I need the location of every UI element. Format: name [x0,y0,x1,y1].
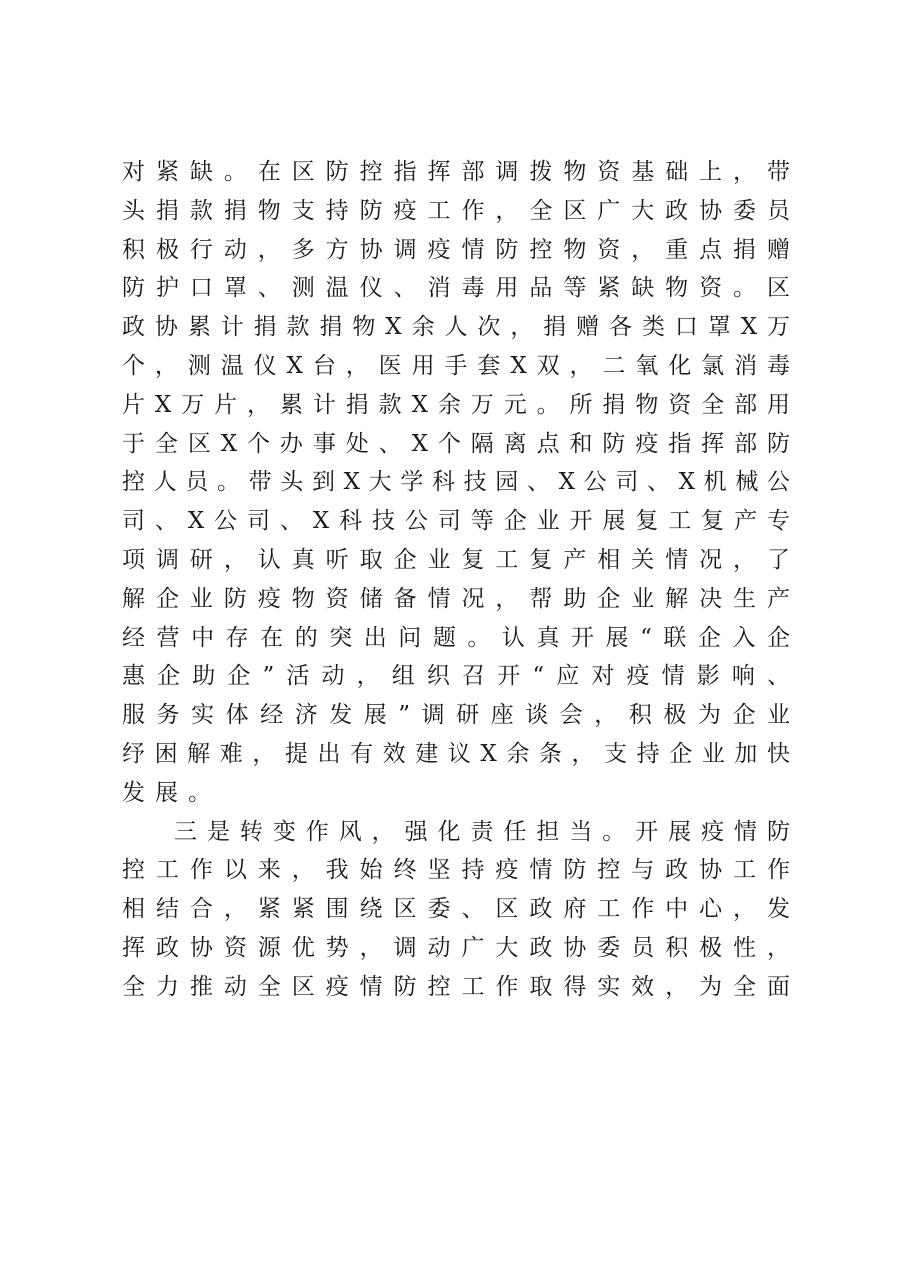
text-line: 头捐款捐物支持防疫工作，全区广大政协委员 [122,197,790,224]
text-line: 全力推动全区疫情防控工作取得实效，为全面 [122,973,790,1000]
text-line: 惠企助企”活动，组织召开“应对疫情影响、 [122,663,790,690]
text-line: 相结合，紧紧围绕区委、区政府工作中心，发 [122,896,790,923]
text-line: 防护口罩、测温仪、消毒用品等紧缺物资。区 [122,275,790,302]
text-line: 司、X公司、X科技公司等企业开展复工复产专 [122,508,790,535]
text-line: 对紧缺。在区防控指挥部调拨物资基础上，带 [122,159,790,185]
text-line: 纾困解难，提出有效建议X余条，支持企业加快 [122,740,790,767]
paragraph-end-line: 发展。 [122,779,221,806]
text-line: 解企业防疫物资储备情况，帮助企业解决生产 [122,585,790,612]
text-line: 个，测温仪X台，医用手套X双，二氧化氯消毒 [122,352,790,379]
text-line: 控工作以来，我始终坚持疫情防控与政协工作 [122,857,790,884]
text-line: 政协累计捐款捐物X余人次，捐赠各类口罩X万 [122,314,790,341]
text-line: 挥政协资源优势，调动广大政协委员积极性， [122,934,790,961]
text-line: 项调研，认真听取企业复工复产相关情况，了 [122,546,790,573]
text-line: 积极行动，多方协调疫情防控物资，重点捐赠 [122,236,790,263]
paragraph-heading-line: 三是转变作风，强化责任担当。开展疫情防 [174,818,790,845]
text-line: 于全区X个办事处、X个隔离点和防疫指挥部防 [122,430,790,457]
text-line: 控人员。带头到X大学科技园、X公司、X机械公 [122,469,790,496]
text-line: 片X万片，累计捐款X余万元。所捐物资全部用 [122,391,790,418]
text-line: 经营中存在的突出问题。认真开展“联企入企 [122,624,790,651]
body-text [122,153,790,1007]
text-line: 服务实体经济发展”调研座谈会，积极为企业 [122,702,790,729]
